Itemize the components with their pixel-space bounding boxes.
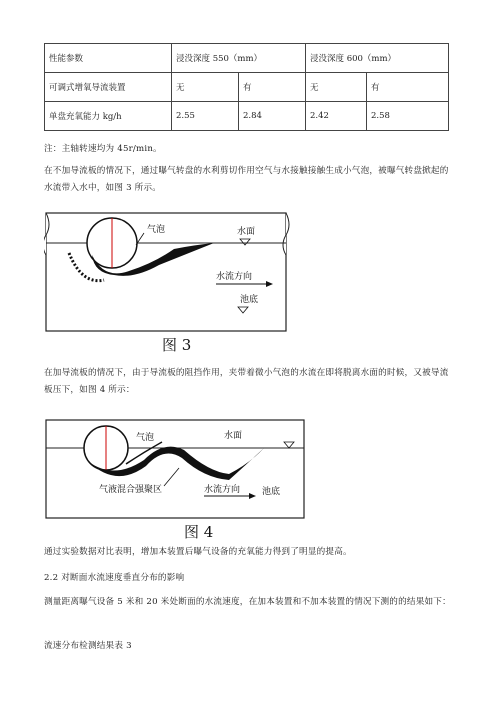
table-cell: 无 (172, 73, 239, 102)
table-cell: 有 (239, 73, 306, 102)
table-cell: 性能参数 (45, 44, 172, 73)
table-row (45, 73, 449, 102)
figure-3 (44, 205, 454, 360)
fig4-label-zone: 气液混合强聚区 (99, 485, 163, 495)
table-cell: 有 (367, 73, 449, 102)
fig4-label-bottom: 池底 (262, 487, 281, 497)
table-cell: 单盘充氧能力 kg/h (45, 102, 172, 131)
figure-4 (44, 412, 454, 547)
table-row (45, 44, 449, 73)
fig3-label-surface: 水面 (237, 227, 256, 237)
table-cell: 2.58 (367, 102, 449, 131)
table-row (45, 102, 449, 131)
table-cell: 可调式增氧导流装置 (45, 73, 172, 102)
table-cell: 2.42 (306, 102, 367, 131)
fig3-label-bottom: 池底 (240, 295, 259, 305)
fig3-label-flow: 水流方向 (216, 272, 253, 282)
performance-table (44, 43, 449, 131)
section-heading: 2.2 对断面水流速度垂直分布的影响 (44, 573, 185, 583)
table-note: 注：主轴转速均为 45r/min。 (44, 144, 162, 154)
table-cell: 2.55 (172, 102, 239, 131)
table-cell: 浸没深度 550（mm） (172, 44, 306, 73)
table-cell: 2.84 (239, 102, 306, 131)
fig4-label-flow: 水流方向 (204, 485, 241, 495)
fig3-label-bubble: 气泡 (147, 225, 166, 235)
table-cell: 浸没深度 600（mm） (306, 44, 449, 73)
table-cell: 无 (306, 73, 367, 102)
fig3-caption: 图 3 (162, 336, 192, 354)
fig4-label-bubble: 气泡 (136, 433, 155, 443)
paragraph-4: 测量距离曝气设备 5 米和 20 米处断面的水流速度，在加本装置和不加本装置的情况下测的的结果如下： (44, 597, 451, 607)
paragraph-3: 通过实验数据对比表明，增加本装置后曝气设备的充氧能力得到了明显的提高。 (44, 547, 352, 557)
figure-4-drawing (44, 412, 314, 547)
paragraph-1: 在不加导流板的情况下，通过曝气转盘的水利剪切作用空气与水接触接触生成小气泡，被曝气转盘掀起的水流带入水中，如图 3 所示。 (44, 166, 449, 193)
fig4-label-surface: 水面 (224, 431, 243, 441)
figure-3-drawing (44, 205, 304, 360)
fig4-caption: 图 4 (184, 523, 214, 541)
paragraph-5: 流速分布检测结果表 3 (44, 641, 132, 651)
paragraph-2: 在加导流板的情况下，由于导流板的阻挡作用，夹带着微小气泡的水流在即将脱离水面的时候，又被导流板压下，如图 4 所示： (44, 368, 449, 395)
